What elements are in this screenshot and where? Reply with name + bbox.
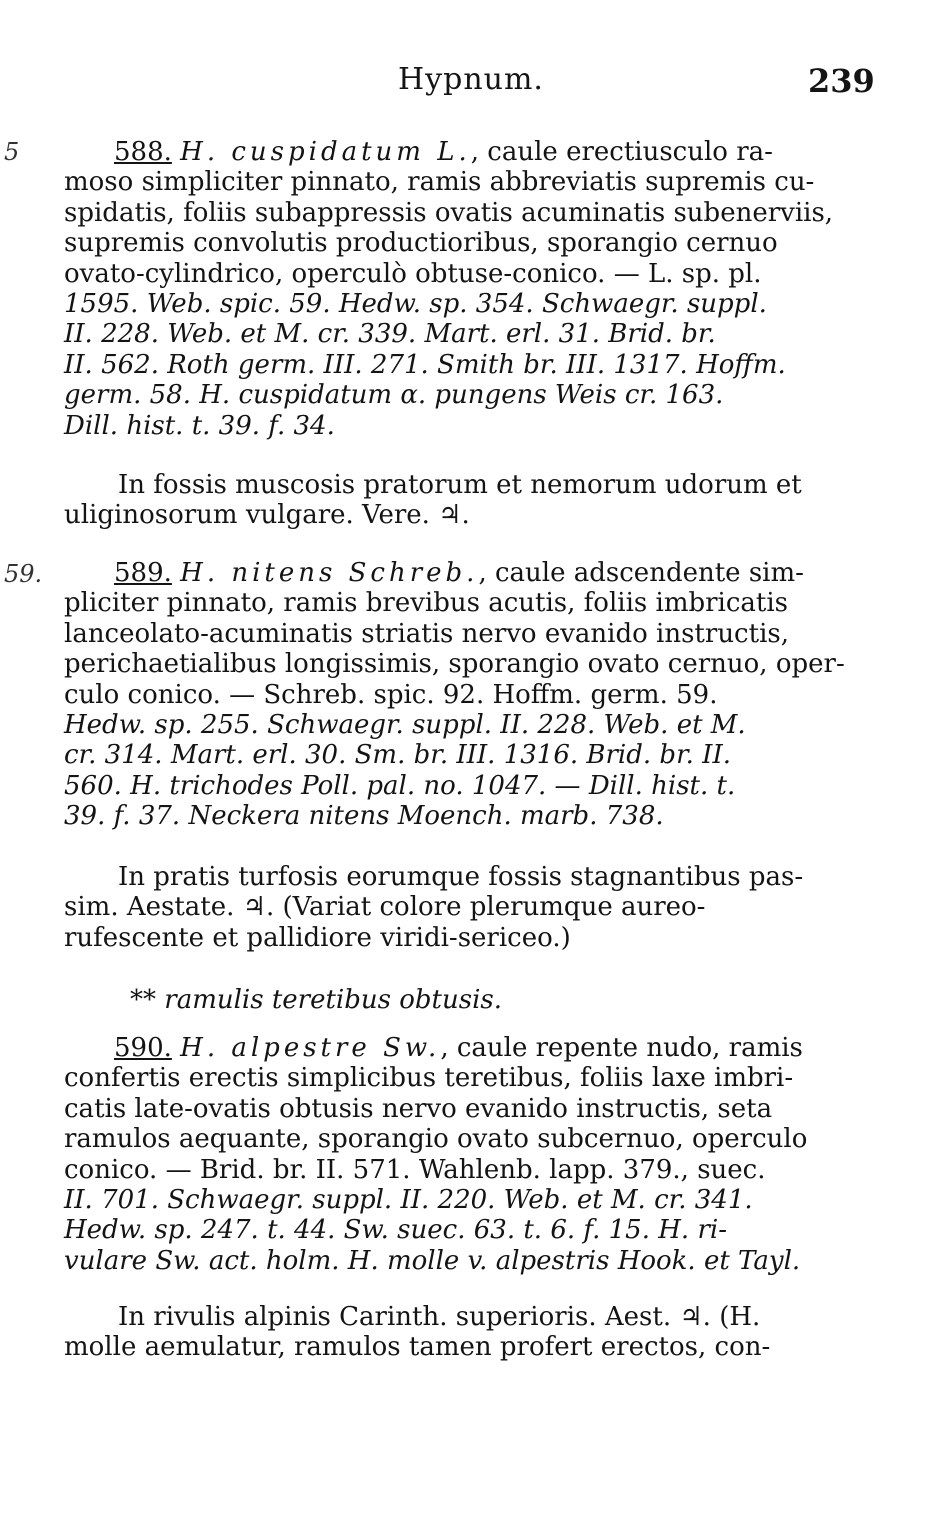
entry-line: conico. — Brid. br. II. 571. Wahlenb. lapp. 379., suec. <box>64 1154 766 1185</box>
entry-line: Dill. hist. t. 39. f. 34. <box>64 410 335 441</box>
margin-note: 59. <box>4 560 43 588</box>
entry-line: ramulos aequante, sporangio ovato subcernuo, operculo <box>64 1124 808 1155</box>
entry-number: 588. <box>114 137 172 167</box>
entry-line: lanceolato-acuminatis striatis nervo evanido instructis, <box>64 618 789 649</box>
habitat-line: uliginosorum vulgare. Vere. ♃. <box>64 500 470 531</box>
section-subheading: ** ramulis teretibus obtusis. <box>130 985 502 1015</box>
habitat-line: rufescente et pallidiore viridi-sericeo.) <box>64 922 571 953</box>
habitat-line: molle aemulatur, ramulos tamen profert erectos, con- <box>64 1332 771 1363</box>
entry-line: ovato-cylindrico, operculò obtuse-conico. — L. sp. pl. <box>64 258 762 289</box>
entry-588 <box>64 137 870 441</box>
entry-text: , caule repente nudo, ramis <box>440 1033 803 1063</box>
entry-number: 589. <box>114 558 172 588</box>
entry-line: catis late-ovatis obtusis nervo evanido instructis, seta <box>64 1093 773 1124</box>
page-number: 239 <box>808 62 875 100</box>
entry-line: II. 701. Schwaegr. suppl. II. 220. Web. et M. cr. 341. <box>64 1185 753 1216</box>
margin-note: 5 <box>4 138 20 166</box>
entry-line: supremis convolutis productioribus, sporangio cernuo <box>64 228 778 259</box>
entry-number: 590. <box>114 1033 172 1063</box>
entry-text: , caule erectiusculo ra- <box>470 137 773 167</box>
entry-line: culo conico. — Schreb. spic. 92. Hoffm. germ. 59. <box>64 679 718 710</box>
entry-line: vulare Sw. act. holm. H. molle v. alpestris Hook. et Tayl. <box>64 1245 801 1276</box>
entry-line: perichaetialibus longissimis, sporangio ovato cernuo, oper- <box>64 649 845 680</box>
habitat-line: sim. Aestate. ♃. (Variat colore plerumque aureo- <box>64 892 706 923</box>
habitat-588 <box>64 470 870 531</box>
entry-line: 560. H. trichodes Poll. pal. no. 1047. — Dill. hist. t. <box>64 770 736 801</box>
entry-line: Hedw. sp. 247. t. 44. Sw. suec. 63. t. 6. f. 15. H. ri- <box>64 1215 727 1246</box>
entry-line <box>64 137 870 167</box>
entry-line: moso simpliciter pinnato, ramis abbreviatis supremis cu- <box>64 167 815 198</box>
entry-line: germ. 58. H. cuspidatum α. pungens Weis cr. 163. <box>64 380 724 411</box>
entry-line: 39. f. 37. Neckera nitens Moench. marb. 738. <box>64 801 664 832</box>
habitat-line: In fossis muscosis pratorum et nemorum udorum et <box>118 470 802 500</box>
species-name: H. alpestre Sw. <box>180 1033 441 1063</box>
habitat-line: In rivulis alpinis Carinth. superioris. Aest. ♃. (H. <box>118 1302 761 1332</box>
entry-line: II. 562. Roth germ. III. 271. Smith br. III. 1317. Hoffm. <box>64 349 786 380</box>
page-header <box>0 62 930 102</box>
entry-line: Hedw. sp. 255. Schwaegr. suppl. II. 228. Web. et M. <box>64 710 746 741</box>
entry-line: cr. 314. Mart. erl. 30. Sm. br. III. 1316. Brid. br. II. <box>64 740 731 771</box>
entry-line: II. 228. Web. et M. cr. 339. Mart. erl. 31. Brid. br. <box>64 319 716 350</box>
species-name: H. nitens Schreb. <box>180 558 479 588</box>
entry-line: 1595. Web. spic. 59. Hedw. sp. 354. Schwaegr. suppl. <box>64 289 767 320</box>
habitat-589 <box>64 862 870 953</box>
entry-589 <box>64 558 870 832</box>
entry-line: spidatis, foliis subappressis ovatis acuminatis subenerviis, <box>64 197 834 228</box>
entry-text: , caule adscendente sim- <box>478 558 804 588</box>
entry-590 <box>64 1033 870 1276</box>
habitat-line: In pratis turfosis eorumque fossis stagnantibus pas- <box>118 862 804 892</box>
entry-line: confertis erectis simplicibus teretibus, foliis laxe imbri- <box>64 1063 794 1094</box>
running-title: Hypnum. <box>398 62 544 97</box>
entry-line <box>64 1033 870 1063</box>
habitat-590 <box>64 1302 870 1363</box>
species-name: H. cuspidatum L. <box>180 137 471 167</box>
entry-line: pliciter pinnato, ramis brevibus acutis, foliis imbricatis <box>64 588 789 619</box>
entry-line <box>64 558 870 588</box>
